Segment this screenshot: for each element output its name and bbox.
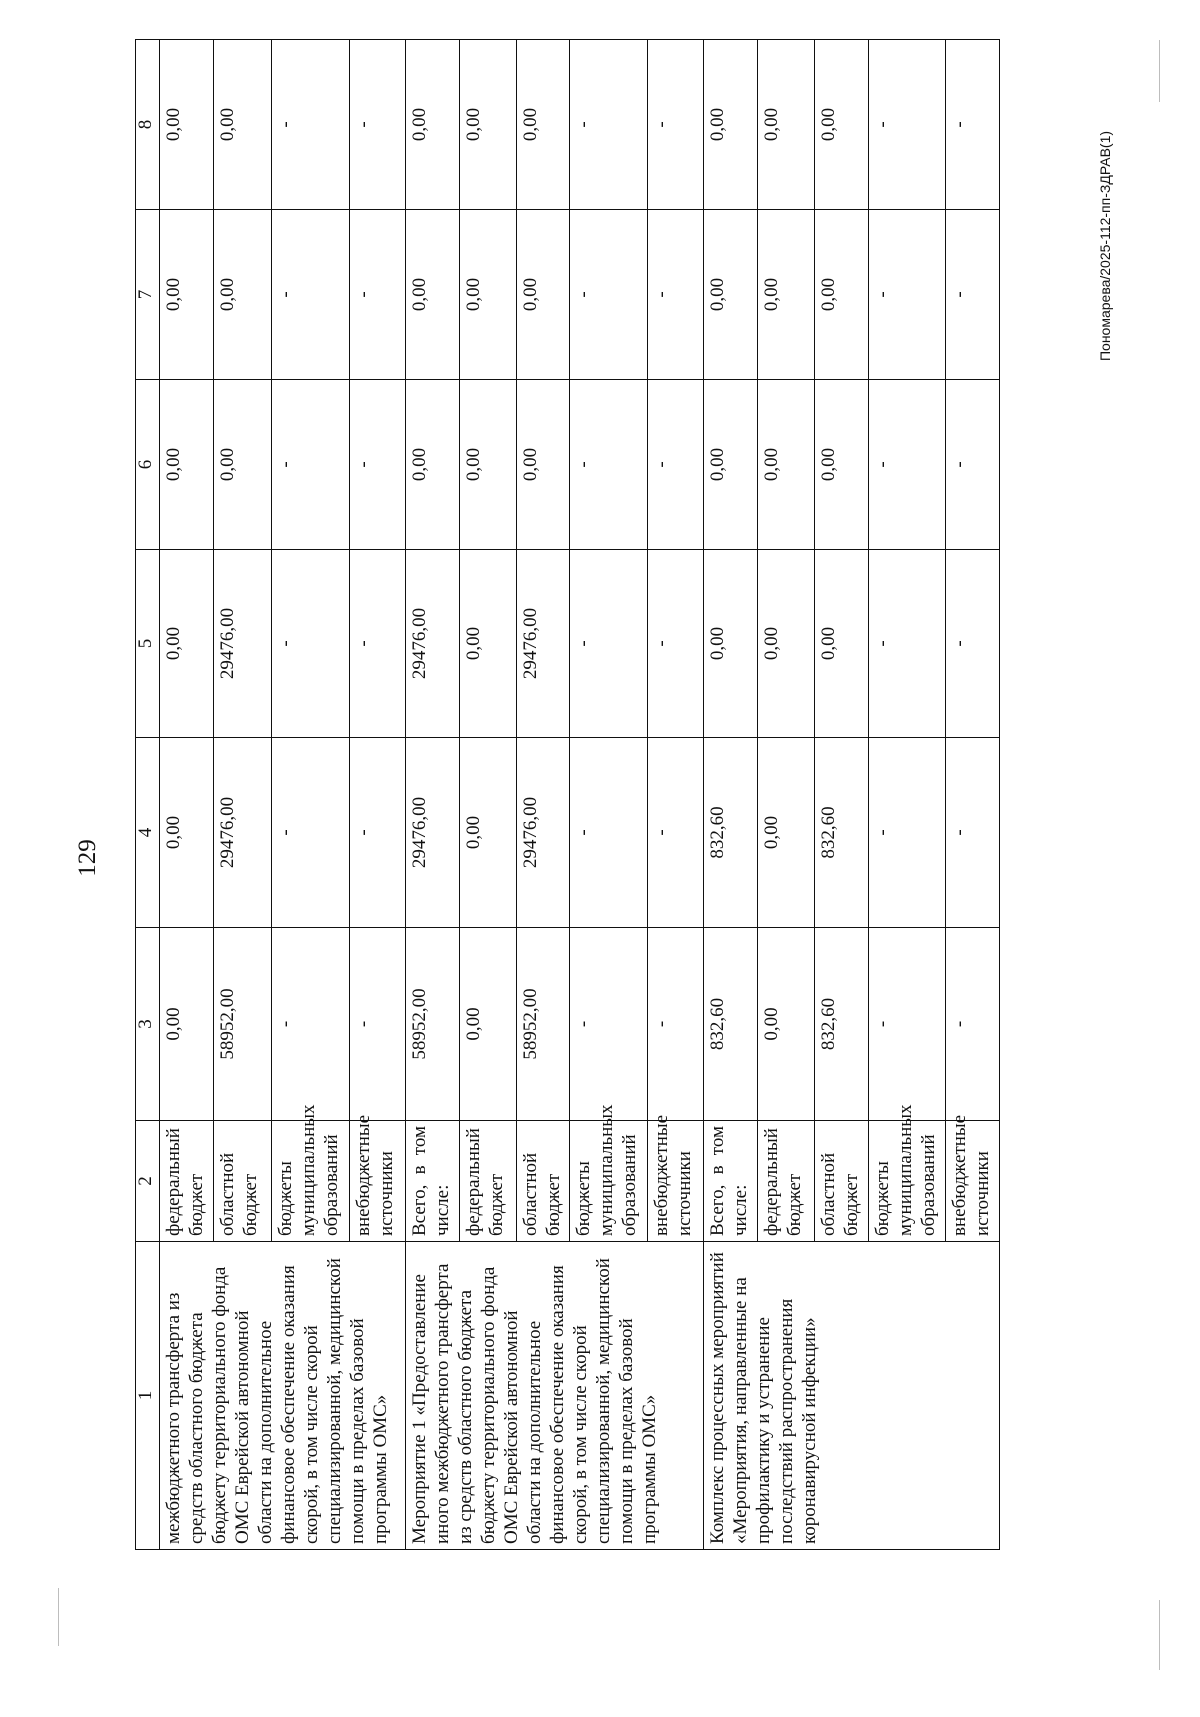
value-cell: 29476,00	[214, 738, 271, 928]
page-number: 129	[74, 839, 101, 877]
value-cell: -	[868, 928, 946, 1121]
value-cell: -	[647, 550, 704, 738]
value-cell: 58952,00	[406, 928, 459, 1121]
value-cell: 29476,00	[516, 738, 569, 928]
funding-source: областной бюджет	[516, 1121, 569, 1242]
value-cell: -	[868, 40, 946, 210]
value-cell: -	[570, 40, 648, 210]
value-cell: 0,00	[704, 550, 757, 738]
value-cell: -	[946, 380, 1000, 550]
value-cell: -	[946, 738, 1000, 928]
funding-source: федеральный бюджет	[757, 1121, 815, 1242]
value-cell: 0,00	[406, 210, 459, 380]
value-cell: -	[570, 738, 648, 928]
value-cell: -	[946, 928, 1000, 1121]
value-cell: 0,00	[516, 40, 569, 210]
funding-source: внебюджетные источники	[350, 1121, 406, 1242]
value-cell: -	[350, 738, 406, 928]
value-cell: 0,00	[406, 40, 459, 210]
value-cell: -	[570, 550, 648, 738]
value-cell: -	[647, 380, 704, 550]
funding-source: областной бюджет	[815, 1121, 868, 1242]
value-cell: 0,00	[160, 550, 214, 738]
value-cell: 0,00	[757, 928, 815, 1121]
value-cell: 0,00	[757, 380, 815, 550]
value-cell: 0,00	[459, 210, 516, 380]
value-cell: 0,00	[160, 380, 214, 550]
column-header: 6	[136, 380, 160, 550]
value-cell: 0,00	[214, 210, 271, 380]
scan-edge-line-bottom	[1159, 1600, 1160, 1670]
value-cell: 0,00	[757, 210, 815, 380]
value-cell: 0,00	[704, 210, 757, 380]
value-cell: 0,00	[406, 380, 459, 550]
funding-source: внебюджетные источники	[946, 1121, 1000, 1242]
value-cell: 58952,00	[214, 928, 271, 1121]
funding-source: Всего, в том числе:	[406, 1121, 459, 1242]
value-cell: 832,60	[815, 738, 868, 928]
value-cell: -	[946, 210, 1000, 380]
value-cell: -	[647, 928, 704, 1121]
value-cell: -	[868, 550, 946, 738]
value-cell: -	[946, 40, 1000, 210]
value-cell: -	[350, 928, 406, 1121]
value-cell: 0,00	[815, 40, 868, 210]
value-cell: 29476,00	[406, 738, 459, 928]
funding-source: бюджеты муниципальных образований	[868, 1121, 946, 1242]
column-header: 8	[136, 40, 160, 210]
value-cell: 0,00	[160, 738, 214, 928]
value-cell: -	[946, 550, 1000, 738]
value-cell: 0,00	[704, 380, 757, 550]
column-header: 5	[136, 550, 160, 738]
column-header: 1	[136, 1242, 160, 1550]
value-cell: 0,00	[757, 738, 815, 928]
value-cell: 0,00	[214, 40, 271, 210]
value-cell: 0,00	[459, 738, 516, 928]
funding-source: бюджеты муниципальных образований	[271, 1121, 350, 1242]
value-cell: 0,00	[757, 550, 815, 738]
value-cell: 832,60	[704, 928, 757, 1121]
value-cell: -	[570, 380, 648, 550]
value-cell: -	[271, 380, 350, 550]
scan-edge-line-top	[1159, 40, 1160, 102]
value-cell: -	[350, 380, 406, 550]
measure-description: Комплекс процессных мероприятий «Мероприятия, направленные на профилактику и устранение последствий распространения коронавирусной инфекции»	[704, 1242, 1000, 1550]
value-cell: 29476,00	[214, 550, 271, 738]
column-header: 7	[136, 210, 160, 380]
value-cell: -	[647, 210, 704, 380]
value-cell: -	[271, 210, 350, 380]
value-cell: 0,00	[815, 380, 868, 550]
value-cell: 0,00	[459, 40, 516, 210]
measure-description: Мероприятие 1 «Предоставление иного межбюджетного трансферта из средств областного бюджета бюджету территориального фонда ОМС Еврейской автономной области на дополнительное финансовое обеспечение оказания скорой, в том числе скорой специализированной, медицинской помощи в пределах базовой программы ОМС»	[406, 1242, 704, 1550]
measure-description: межбюджетного трансферта из средств областного бюджета бюджету территориального фонда ОМС Еврейской автономной области на дополнительное финансовое обеспечение оказания скорой, в том числе скорой специализированной, медицинской помощи в пределах базовой программы ОМС»	[160, 1242, 406, 1550]
value-cell: 0,00	[160, 40, 214, 210]
header-row	[136, 40, 160, 1550]
value-cell: -	[868, 210, 946, 380]
value-cell: 0,00	[160, 928, 214, 1121]
value-cell: 0,00	[214, 380, 271, 550]
column-header: 4	[136, 738, 160, 928]
funding-source: областной бюджет	[214, 1121, 271, 1242]
value-cell: 0,00	[704, 40, 757, 210]
value-cell: 832,60	[815, 928, 868, 1121]
rotated-table-container	[135, 40, 1000, 1550]
column-header: 2	[136, 1121, 160, 1242]
column-header: 3	[136, 928, 160, 1121]
value-cell: 0,00	[516, 210, 569, 380]
value-cell: -	[647, 40, 704, 210]
value-cell: -	[271, 40, 350, 210]
value-cell: 0,00	[815, 210, 868, 380]
value-cell: 832,60	[704, 738, 757, 928]
value-cell: -	[868, 738, 946, 928]
value-cell: -	[868, 380, 946, 550]
value-cell: -	[350, 210, 406, 380]
funding-source: федеральный бюджет	[160, 1121, 214, 1242]
value-cell: 0,00	[459, 928, 516, 1121]
value-cell: -	[271, 550, 350, 738]
value-cell: 0,00	[160, 210, 214, 380]
value-cell: -	[350, 40, 406, 210]
value-cell: -	[271, 928, 350, 1121]
funding-source: Всего, в том числе:	[704, 1121, 757, 1242]
budget-table	[135, 39, 1000, 1550]
value-cell: 29476,00	[406, 550, 459, 738]
value-cell: -	[647, 738, 704, 928]
value-cell: 0,00	[459, 380, 516, 550]
value-cell: 0,00	[757, 40, 815, 210]
value-cell: -	[570, 928, 648, 1121]
funding-source: внебюджетные источники	[647, 1121, 704, 1242]
funding-source: бюджеты муниципальных образований	[570, 1121, 648, 1242]
value-cell: -	[570, 210, 648, 380]
value-cell: 0,00	[516, 380, 569, 550]
table-row	[160, 40, 214, 1550]
table-row	[406, 40, 459, 1550]
table-row	[704, 40, 757, 1550]
value-cell: 0,00	[815, 550, 868, 738]
funding-source: федеральный бюджет	[459, 1121, 516, 1242]
value-cell: -	[271, 738, 350, 928]
value-cell: 0,00	[459, 550, 516, 738]
scan-edge-line-left	[58, 1588, 59, 1646]
value-cell: 58952,00	[516, 928, 569, 1121]
value-cell: -	[350, 550, 406, 738]
document-reference-footer: Пономарева/2025-112-пп-ЗДРАВ(1)	[1097, 130, 1113, 362]
value-cell: 29476,00	[516, 550, 569, 738]
